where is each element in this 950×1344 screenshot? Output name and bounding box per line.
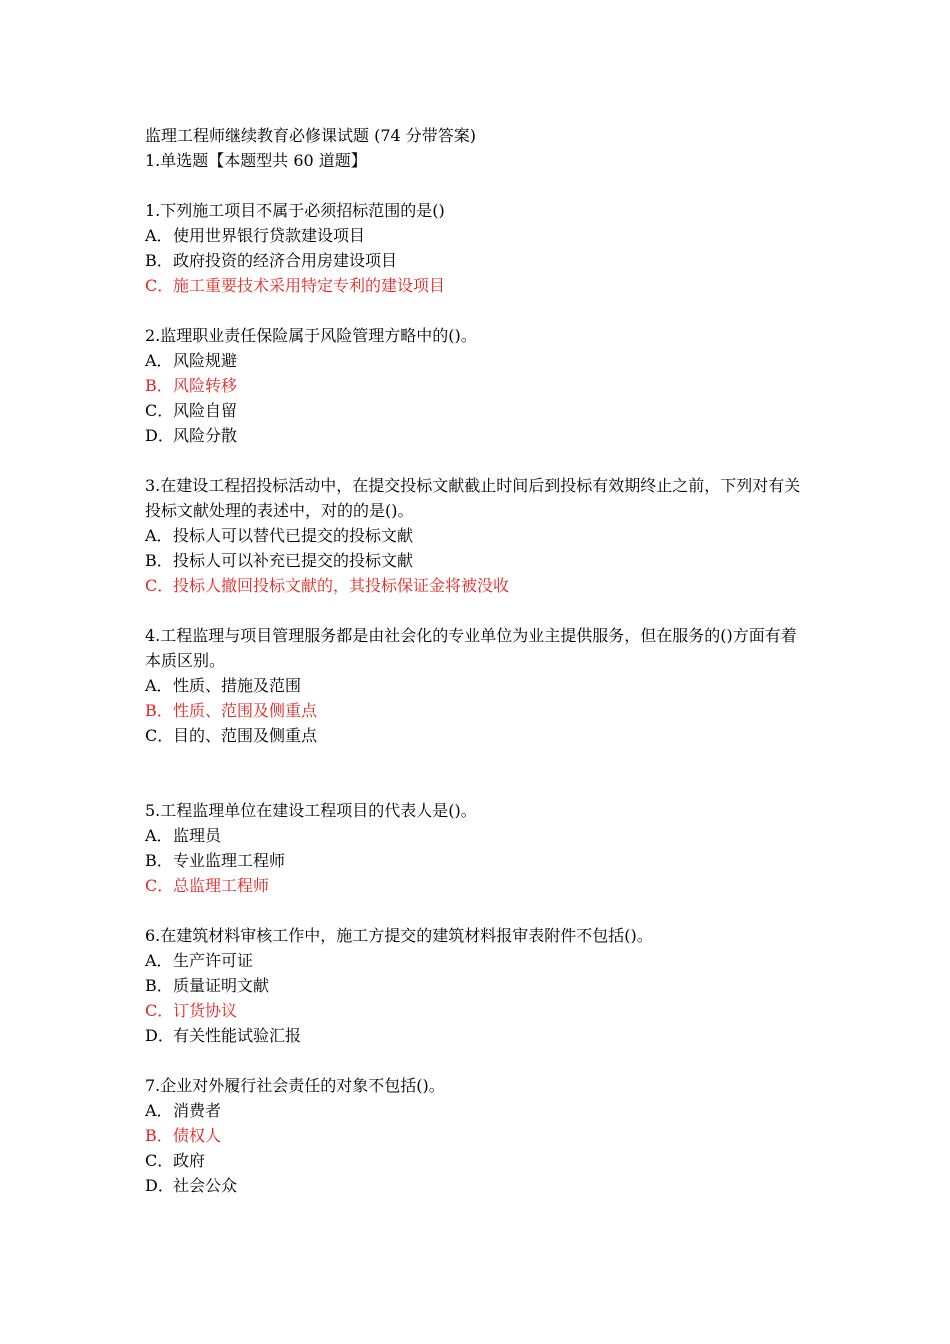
option-c-correct-answer: C．订货协议 (145, 1001, 238, 1020)
section-header: 1.单选题【本题型共 60 道题】 (145, 151, 367, 170)
option-a: A．使用世界银行贷款建设项目 (145, 226, 366, 245)
option-d: D．社会公众 (145, 1176, 238, 1195)
question-block-4 (145, 623, 810, 748)
question-text: 7.企业对外履行社会责任的对象不包括()。 (145, 1076, 445, 1095)
option-a: A．监理员 (145, 826, 222, 845)
option-a: A．生产许可证 (145, 951, 254, 970)
option-b-correct-answer: B．性质、范围及侧重点 (145, 701, 318, 720)
question-text: 6.在建筑材料审核工作中，施工方提交的建筑材料报审表附件不包括()。 (145, 926, 653, 945)
question-block-3 (145, 473, 810, 598)
question-text: 4.工程监理与项目管理服务都是由社会化的专业单位为业主提供服务，但在服务的()方面有着本质区别。 (145, 626, 797, 670)
question-block-2 (145, 323, 810, 448)
option-c-correct-answer: C．投标人撤回投标文献的，其投标保证金将被没收 (145, 576, 510, 595)
option-c-correct-answer: C．总监理工程师 (145, 876, 270, 895)
option-c-correct-answer: C．施工重要技术采用特定专利的建设项目 (145, 276, 446, 295)
question-text: 1.下列施工项目不属于必须招标范围的是() (145, 201, 445, 220)
document-page (145, 123, 810, 1198)
option-a: A．投标人可以替代已提交的投标文献 (145, 526, 414, 545)
option-d: D．风险分散 (145, 426, 238, 445)
option-a: A．风险规避 (145, 351, 238, 370)
option-a: A．性质、措施及范围 (145, 676, 302, 695)
option-c: C．目的、范围及侧重点 (145, 726, 318, 745)
option-b-correct-answer: B．债权人 (145, 1126, 222, 1145)
option-b: B．投标人可以补充已提交的投标文献 (145, 551, 414, 570)
option-b: B．政府投资的经济合用房建设项目 (145, 251, 398, 270)
option-b: B．专业监理工程师 (145, 851, 286, 870)
option-d: D．有关性能试验汇报 (145, 1026, 302, 1045)
question-block-1 (145, 198, 810, 298)
option-b-correct-answer: B．风险转移 (145, 376, 238, 395)
question-text: 5.工程监理单位在建设工程项目的代表人是()。 (145, 801, 477, 820)
document-title: 监理工程师继续教育必修课试题 (74 分带答案) (145, 126, 477, 145)
question-text: 3.在建设工程招投标活动中，在提交投标文献截止时间后到投标有效期终止之前，下列对有关投标文献处理的表述中，对的的是()。 (145, 476, 801, 520)
question-block-6 (145, 923, 810, 1048)
question-text: 2.监理职业责任保险属于风险管理方略中的()。 (145, 326, 477, 345)
option-c: C．风险自留 (145, 401, 238, 420)
question-block-5 (145, 798, 810, 898)
question-block-7 (145, 1073, 810, 1198)
option-a: A．消费者 (145, 1101, 222, 1120)
option-b: B．质量证明文献 (145, 976, 270, 995)
option-c: C．政府 (145, 1151, 206, 1170)
